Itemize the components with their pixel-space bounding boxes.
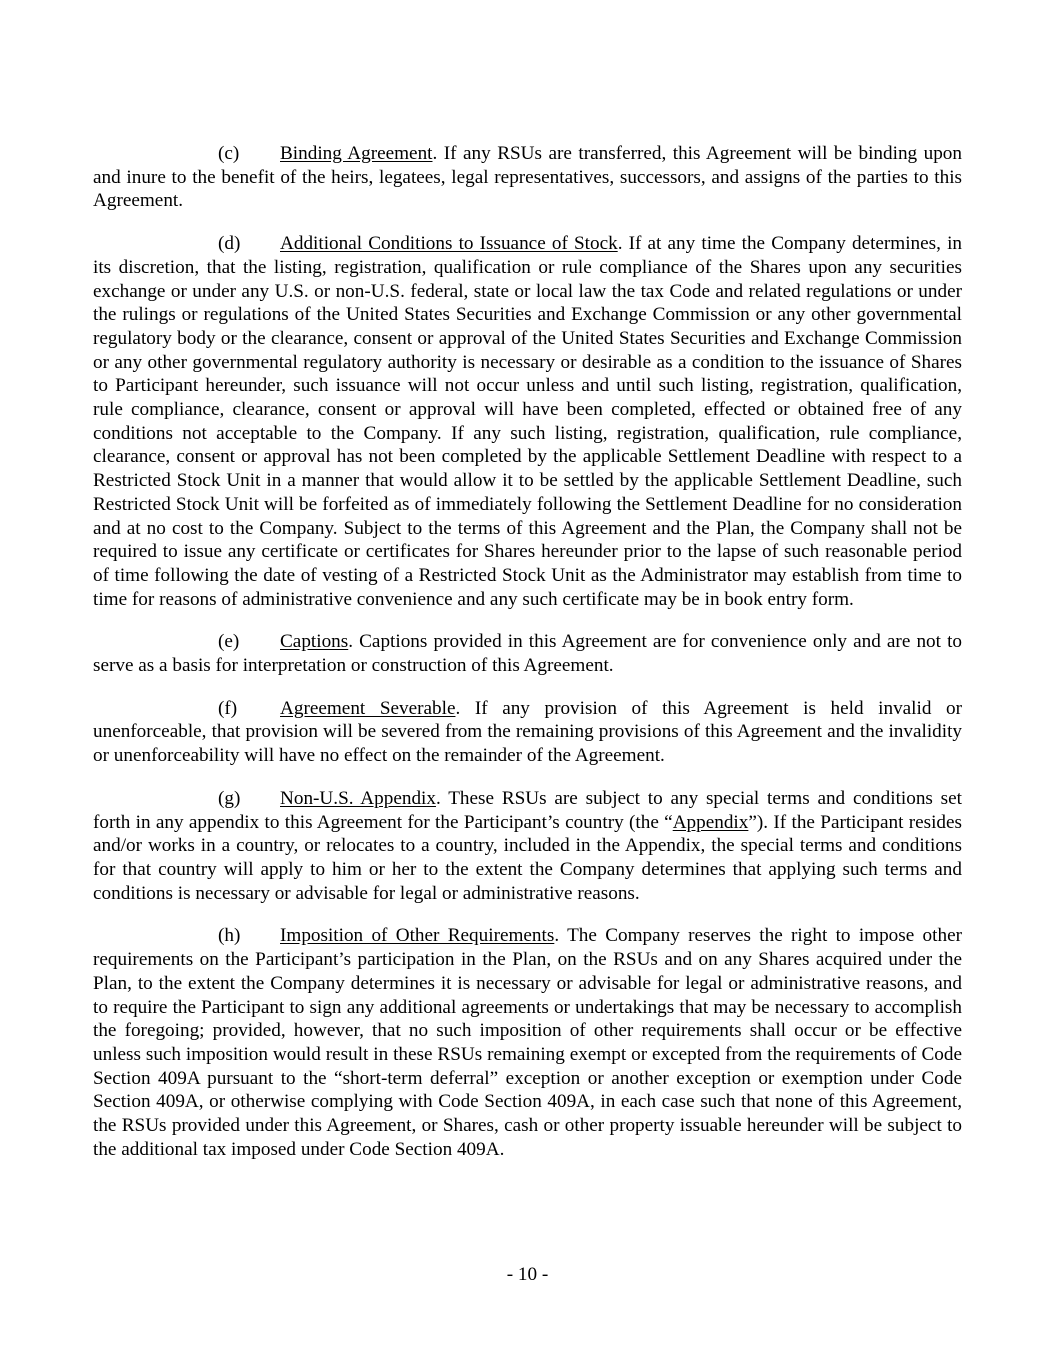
section-text: . If any RSUs are transferred, this Agreement will be binding upon and inure to the benefit of the heirs, legatees, legal representatives, successors, and assigns of the parties to this Agreement. [93, 143, 962, 212]
section-text: . The Company reserves the right to impose other requirements on the Participant’s participation in the Plan, on the RSUs and on any Shares acquired under the Plan, to the extent the Company determines it is necessary or advisable for legal or administrative reasons, and to require the Participant to sign any additional agreements or undertakings that may be necessary to accomplish the foregoing; provided, however, that no such imposition of other requirements shall occur or be effective unless such imposition would result in these RSUs remaining exempt or excepted from the requirements of Code Section 409A pursuant to the “short-term deferral” exception or another exception or exemption under Code Section 409A, or otherwise complying with Code Section 409A, in each case such that none of this Agreement, the RSUs provided under this Agreement, or Shares, cash or other property issuable hereunder will be subject to the additional tax imposed under Code Section 409A. [93, 925, 962, 1160]
section-text: . If any provision of this Agreement is held invalid or unenforceable, that provision will be severed from the remaining provisions of this Agreement and the invalidity or unenforceability will have no effect on the remainder of the Agreement. [93, 697, 962, 767]
section-heading: Imposition of Other Requirements [280, 925, 555, 947]
defined-term: Appendix [672, 811, 749, 833]
section-label: (c) [218, 143, 240, 164]
section-label: (g) [218, 787, 241, 809]
section-e [93, 630, 962, 677]
section-f [93, 697, 962, 768]
section-text: . Captions provided in this Agreement are for convenience only and are not to serve as a basis for interpretation or construction of this Agreement. [93, 631, 962, 677]
section-label: (h) [218, 925, 241, 947]
page-number: - 10 - [506, 1264, 549, 1285]
section-c [93, 142, 962, 213]
section-g [93, 787, 962, 906]
section-text: ”). If the Participant resides and/or works in a country, or relocates to a country, included in the Appendix, the special terms and conditions for that country will apply to him or her to the extent the Company determines that applying such terms and conditions is necessary or advisable for legal or administrative reasons. [93, 811, 963, 904]
section-heading: Agreement Severable [280, 697, 456, 719]
section-label: (d) [218, 233, 241, 255]
section-h [93, 924, 962, 1161]
section-d [93, 232, 962, 611]
document-body [93, 142, 962, 1180]
section-heading: Captions [280, 631, 349, 653]
section-text: . These RSUs are subject to any special terms and conditions set forth in any appendix to this Agreement for the Participant’s country (the “ [93, 787, 962, 833]
section-heading: Non-U.S. Appendix [280, 787, 436, 809]
section-heading: Additional Conditions to Issuance of Stock [280, 233, 618, 255]
section-label: (e) [218, 631, 240, 653]
section-label: (f) [218, 697, 238, 719]
section-text: . If at any time the Company determines, in its discretion, that the listing, registration, qualification or rule compliance of the Shares upon any securities exchange or under any U.S. or non-U.S. federal, state or local law the tax Code and related regulations or under the rulings or regulations of the United States Securities and Exchange Commission or any other governmental regulatory body or the clearance, consent or approval of the United States Securities and Exchange Commission or any other governmental regulatory authority is necessary or desirable as a condition to the issuance of Shares to Participant hereunder, such issuance will not occur unless and until such listing, registration, qualification, rule compliance, clearance, consent or approval will have been completed, effected or obtained free of any conditions not acceptable to the Company. If any such listing, registration, qualification, rule compliance, clearance, consent or approval has not been completed by the applicable Settlement Deadline with respect to a Restricted Stock Unit in a manner that would allow it to be settled by the applicable Settlement Deadline, such Restricted Stock Unit will be forfeited as of immediately following the Settlement Deadline for no consideration and at no cost to the Company. Subject to the terms of this Agreement and the Plan, the Company shall not be required to issue any certificate or certificates for Shares hereunder prior to the lapse of such reasonable period of time following the date of vesting of a Restricted Stock Unit as the Administrator may establish from time to time for reasons of administrative convenience and any such certificate may be in book entry form. [93, 233, 962, 610]
section-heading: Binding Agreement [280, 143, 433, 164]
